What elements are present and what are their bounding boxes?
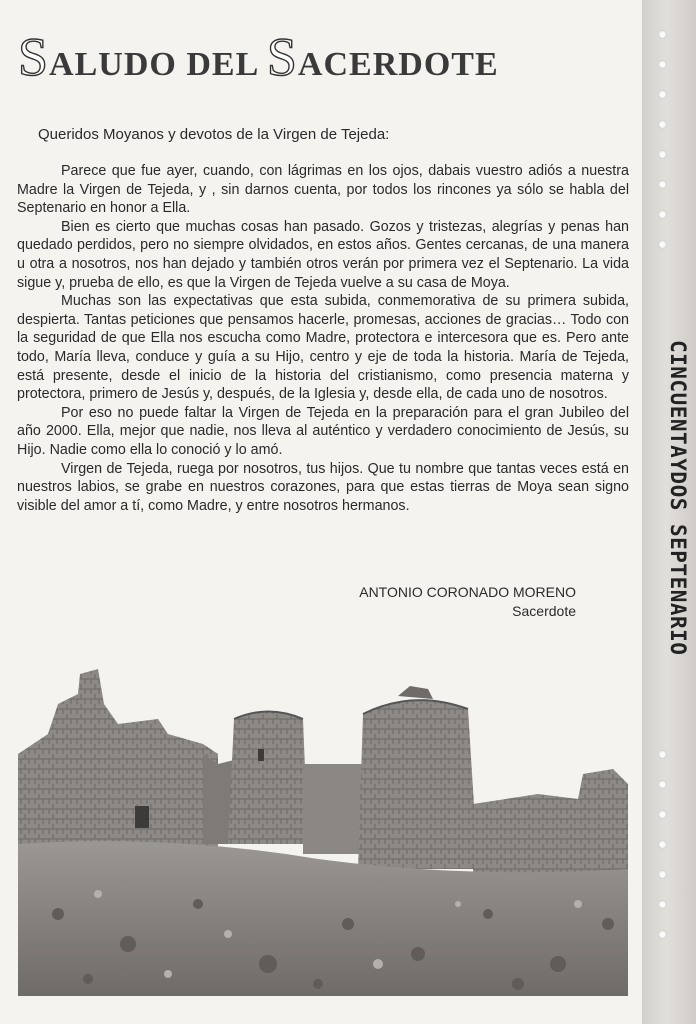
title-initial-2: S	[266, 27, 298, 87]
binder-hole-icon	[658, 870, 667, 879]
binder-hole-icon	[658, 30, 667, 39]
binder-hole-icon	[658, 750, 667, 759]
binder-hole-icon	[658, 780, 667, 789]
binder-hole-icon	[658, 90, 667, 99]
letter-body	[17, 162, 629, 515]
paragraph-1: Parece que fue ayer, cuando, con lágrimas en los ojos, dabais vuestro adiós a nuestra Madre la Virgen de Tejeda, y , sin darnos cuenta, por todos los rincones ya sólo se habla del Septenario en honor a Ella.	[17, 163, 629, 217]
page-title	[18, 27, 499, 87]
signature-name: ANTONIO CORONADO MORENO	[359, 584, 576, 600]
greeting: Queridos Moyanos y devotos de la Virgen de Tejeda:	[38, 126, 390, 143]
binder-hole-icon	[658, 120, 667, 129]
paragraph-3: Muchas son las expectativas que esta subida, conmemorativa de su primera subida, despierta. Tantas peticiones que pensamos hacerle, promesas, acciones de gracias… Todo con la seguridad de que Ella nos escucha como Madre, protectora e intercesora que es. Pero ante todo, María lleva, conduce y guía a su Hijo, centro y eje de toda la historia. María de Tejeda, está presente, desde el inicio de la historia del cristianismo, como presencia materna y protectora, primero de Jesús y, después, de la Iglesia y, desde ella, de cada uno de nosotros.	[17, 293, 629, 403]
binder-hole-icon	[658, 150, 667, 159]
paragraph-2: Bien es cierto que muchas cosas han pasado. Gozos y tristezas, alegrías y penas han quedado perdidos, pero no siempre olvidados, en estos años. Gentes cercanas, de una manera u otra a nosotros, nos han dejado y también otros verán por primera vez el Septenario. La vida sigue y, prueba de ello, es que la Virgen de Tejeda vuelve a su casa de Moya.	[17, 218, 629, 291]
title-part-2: ACERDOTE	[297, 46, 499, 83]
binder-hole-icon	[658, 60, 667, 69]
signature-role: Sacerdote	[512, 603, 576, 619]
title-initial-1: S	[18, 27, 50, 87]
signature-block	[359, 583, 576, 621]
binder-hole-icon	[658, 240, 667, 249]
binder-hole-icon	[658, 210, 667, 219]
paragraph-4: Por eso no puede faltar la Virgen de Tejeda en la preparación para el gran Jubileo del año 2000. Ella, mejor que nadie, nos lleva al auténtico y verdadero conocimiento de Jesús, su Hijo. Nadie como ella lo conoció y lo amó.	[17, 404, 629, 458]
binder-hole-icon	[658, 180, 667, 189]
binder-hole-icon	[658, 840, 667, 849]
title-part-1: ALUDO DEL	[49, 46, 267, 83]
castle-ruins-photo	[18, 664, 628, 996]
side-banner: CINCUENTAYDOS SEPTENARIO	[666, 340, 690, 656]
binder-hole-icon	[658, 810, 667, 819]
binder-hole-icon	[658, 930, 667, 939]
binder-hole-icon	[658, 900, 667, 909]
paragraph-5: Virgen de Tejeda, ruega por nosotros, tus hijos. Que tu nombre que tantas veces está en nuestros labios, se grabe en nuestros corazones, para que estas tierras de Moya sean signo visible del amor a tí, como Madre, y entre nosotros hermanos.	[17, 460, 629, 514]
